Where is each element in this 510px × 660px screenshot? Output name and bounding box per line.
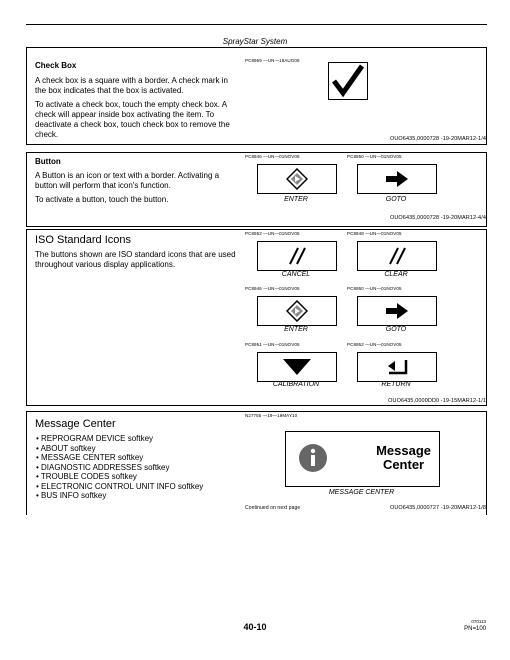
return-figure-id: PC8952 —UN—01NOV05 (347, 342, 402, 347)
cancel-figure-id: PC8952 —UN—01NOV05 (245, 231, 300, 236)
cancel-caption: CANCEL (281, 271, 311, 278)
button-section-title: Button (35, 157, 61, 166)
header-rule-bottom (26, 47, 487, 48)
goto-button-figure (357, 164, 437, 194)
cancel-button-figure (257, 241, 337, 271)
section-border-left (26, 229, 27, 405)
enter-caption: ENTER (284, 326, 308, 333)
arrow-right-icon (386, 303, 408, 319)
iso-ref: OUO6435,0000DD0 -19-15MAR12-1/1 (388, 398, 486, 404)
diamond-enter-icon (286, 300, 308, 322)
section-border-left (26, 411, 27, 515)
clear-button-figure (357, 241, 437, 271)
message-center-figure (285, 431, 440, 487)
iso-section-body: The buttons shown are ISO standard icons that are used throughout various display applications. (35, 250, 236, 269)
footer-pn: PN=100 (464, 626, 486, 632)
button-section-body (35, 171, 240, 209)
section-border-right (486, 229, 487, 405)
checkbox-paragraph-2: To activate a check box, touch the empty check box. A check will appear inside box activating the item. To deactivate a check box, touch check box to remove the check. (35, 100, 230, 139)
section-border-left (26, 152, 27, 226)
enter-button-figure (257, 296, 337, 326)
goto-button-figure (357, 296, 437, 326)
section-border-left (26, 48, 27, 144)
page-header-title: SprayStar System (222, 37, 288, 46)
section-divider (26, 226, 487, 227)
enter-caption: ENTER (284, 196, 308, 203)
goto-figure-id: PC8950 —UN—01NOV05 (347, 154, 402, 159)
return-caption: RETURN (381, 381, 411, 388)
list-item: • ABOUT softkey (36, 444, 246, 454)
calibration-caption: CALIBRATION (272, 381, 320, 388)
info-icon (298, 443, 328, 473)
goto-figure-id: PC8950 —UN—01NOV05 (347, 286, 402, 291)
cancel-icon (286, 247, 308, 265)
enter-figure-id: PC8946 —UN—01NOV05 (245, 286, 300, 291)
return-icon (386, 358, 408, 376)
iso-section-title: ISO Standard Icons (35, 234, 131, 246)
list-item: • BUS INFO softkey (36, 491, 246, 501)
checkbox-section-body (35, 76, 235, 144)
message-center-list (36, 434, 246, 501)
goto-caption: GOTO (385, 196, 407, 203)
message-center-caption: MESSAGE CENTER (328, 489, 395, 496)
message-center-figure-id: N27755 —19—19MAY10 (245, 413, 298, 418)
section-rule-top (26, 229, 487, 230)
button-ref: OUO6435,0000728 -19-20MAR12-4/4 (389, 215, 486, 221)
return-button-figure (357, 352, 437, 382)
continued-note: Continued on next page (245, 505, 301, 511)
list-item: • ELECTRONIC CONTROL UNIT INFO softkey (36, 482, 246, 492)
clear-figure-id: PC8948 —UN—01NOV05 (347, 231, 402, 236)
header-rule-top (26, 24, 487, 25)
checkbox-paragraph-1: A check box is a square with a border. A check mark in the box indicates that the box is activated. (35, 76, 228, 95)
message-center-icon-label: Message Center (376, 443, 431, 472)
list-item: • MESSAGE CENTER softkey (36, 453, 246, 463)
section-border-right (486, 152, 487, 226)
enter-button-figure (257, 164, 337, 194)
goto-caption: GOTO (385, 326, 407, 333)
footer-code: 070113 (471, 619, 486, 624)
list-item: • DIAGNOSTIC ADDRESSES softkey (36, 463, 246, 473)
button-paragraph-2: To activate a button, touch the button. (35, 195, 169, 204)
enter-figure-id: PC8946 —UN—01NOV05 (245, 154, 300, 159)
calibration-figure-id: PC8951 —UN—01NOV05 (245, 342, 300, 347)
calibration-button-figure (257, 352, 337, 382)
page-number: 40-10 (243, 622, 267, 632)
section-divider (26, 144, 487, 145)
clear-icon (386, 247, 408, 265)
message-center-ref: OUO6435,0000727 -19-20MAR12-1/8 (389, 505, 486, 511)
section-border-right (486, 411, 487, 515)
checked-checkbox-icon (328, 62, 368, 100)
list-item: • REPROGRAM DEVICE softkey (36, 434, 246, 444)
message-center-title: Message Center (35, 418, 116, 430)
section-divider (26, 405, 487, 406)
checkbox-ref: OUO6435,0000728 -19-20MAR12-1/4 (389, 136, 486, 142)
triangle-down-icon (283, 359, 311, 375)
section-rule-top (26, 411, 487, 412)
section-border-right (486, 48, 487, 144)
section-rule-top (26, 152, 487, 153)
checkbox-section-title: Check Box (35, 61, 77, 70)
list-item: • TROUBLE CODES softkey (36, 472, 246, 482)
arrow-right-icon (386, 171, 408, 187)
clear-caption: CLEAR (384, 271, 408, 278)
checkbox-figure-id: PC8969 —UN—19AUG05 (245, 58, 300, 63)
button-paragraph-1: A Button is an icon or text with a border. Activating a button will perform that icon's function. (35, 171, 220, 190)
diamond-enter-icon (286, 168, 308, 190)
